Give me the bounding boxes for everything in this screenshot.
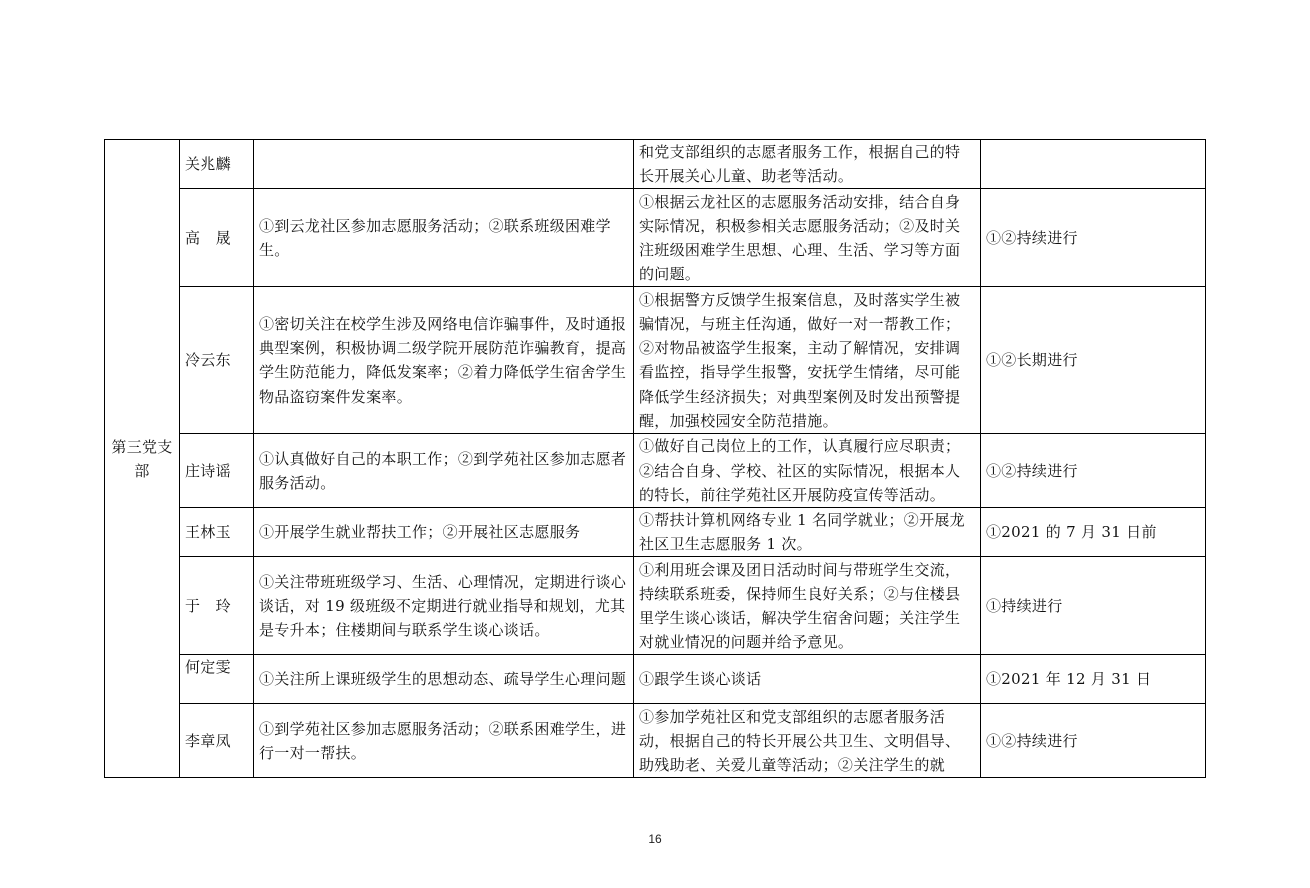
measure-cell: ①根据警方反馈学生报案信息，及时落实学生被骗情况，与班主任沟通，做好一对一帮教工作；②对物品被盗学生报案，主动了解情况，安排调看监控，指导学生报警，安抚学生情绪，尽可能降低学生经济损失；对典型案例及时发出预警提醒，加强校园安全防范措施。 xyxy=(634,287,981,434)
member-name: 庄诗谣 xyxy=(180,434,254,508)
member-name: 冷云东 xyxy=(180,287,254,434)
task-cell: ①到学苑社区参加志愿服务活动；②联系困难学生，进行一对一帮扶。 xyxy=(254,704,634,778)
task-cell: ①关注所上课班级学生的思想动态、疏导学生心理问题 xyxy=(254,655,634,704)
member-name: 于 玲 xyxy=(180,557,254,655)
progress-cell: ①②持续进行 xyxy=(981,434,1206,508)
task-cell: ①开展学生就业帮扶工作；②开展社区志愿服务 xyxy=(254,508,634,557)
measure-cell: ①跟学生谈心谈话 xyxy=(634,655,981,704)
progress-cell: ①持续进行 xyxy=(981,557,1206,655)
progress-cell: ①2021 的 7 月 31 日前 xyxy=(981,508,1206,557)
table-row xyxy=(105,287,1206,434)
progress-cell: ①②长期进行 xyxy=(981,287,1206,434)
member-name: 李章凤 xyxy=(180,704,254,778)
task-cell: ①认真做好自己的本职工作；②到学苑社区参加志愿者服务活动。 xyxy=(254,434,634,508)
measure-cell: ①参加学苑社区和党支部组织的志愿者服务活动，根据自己的特长开展公共卫生、文明倡导、助残助老、关爱儿童等活动；②关注学生的就 xyxy=(634,704,981,778)
task-cell: ①到云龙社区参加志愿服务活动；②联系班级困难学生。 xyxy=(254,189,634,287)
table-row xyxy=(105,189,1206,287)
measure-cell: 和党支部组织的志愿者服务工作，根据自己的特长开展关心儿童、助老等活动。 xyxy=(634,140,981,189)
measure-cell: ①做好自己岗位上的工作，认真履行应尽职责；②结合自身、学校、社区的实际情况，根据本人的特长，前往学苑社区开展防疫宣传等活动。 xyxy=(634,434,981,508)
measure-cell: ①利用班会课及团日活动时间与带班学生交流，持续联系班委，保持师生良好关系；②与住楼县里学生谈心谈话，解决学生宿舍问题；关注学生对就业情况的问题并给予意见。 xyxy=(634,557,981,655)
progress-cell: ①②持续进行 xyxy=(981,704,1206,778)
branch-cell: 第三党支部 xyxy=(105,140,180,778)
table-row xyxy=(105,508,1206,557)
measure-cell: ①帮扶计算机网络专业 1 名同学就业；②开展龙社区卫生志愿服务 1 次。 xyxy=(634,508,981,557)
task-cell: ①关注带班班级学习、生活、心理情况，定期进行谈心谈话，对 19 级班级不定期进行就业指导和规划，尤其是专升本；住楼期间与联系学生谈心谈话。 xyxy=(254,557,634,655)
table-row xyxy=(105,140,1206,189)
member-name: 关兆麟 xyxy=(180,140,254,189)
table-row xyxy=(105,655,1206,704)
member-name: 高 晟 xyxy=(180,189,254,287)
table-row xyxy=(105,704,1206,778)
progress-cell xyxy=(981,140,1206,189)
work-plan-table xyxy=(104,139,1206,778)
progress-cell: ①2021 年 12 月 31 日 xyxy=(981,655,1206,704)
task-cell: ①密切关注在校学生涉及网络电信诈骗事件，及时通报典型案例，积极协调二级学院开展防范诈骗教育，提高学生防范能力，降低发案率；②着力降低学生宿舍学生物品盗窃案件发案率。 xyxy=(254,287,634,434)
page-number: 16 xyxy=(648,832,662,846)
measure-cell: ①根据云龙社区的志愿服务活动安排，结合自身实际情况，积极参相关志愿服务活动；②及时关注班级困难学生思想、心理、生活、学习等方面的问题。 xyxy=(634,189,981,287)
member-name: 王林玉 xyxy=(180,508,254,557)
member-name: 何定雯 xyxy=(180,655,254,704)
table-row xyxy=(105,434,1206,508)
progress-cell: ①②持续进行 xyxy=(981,189,1206,287)
table-row xyxy=(105,557,1206,655)
task-cell xyxy=(254,140,634,189)
